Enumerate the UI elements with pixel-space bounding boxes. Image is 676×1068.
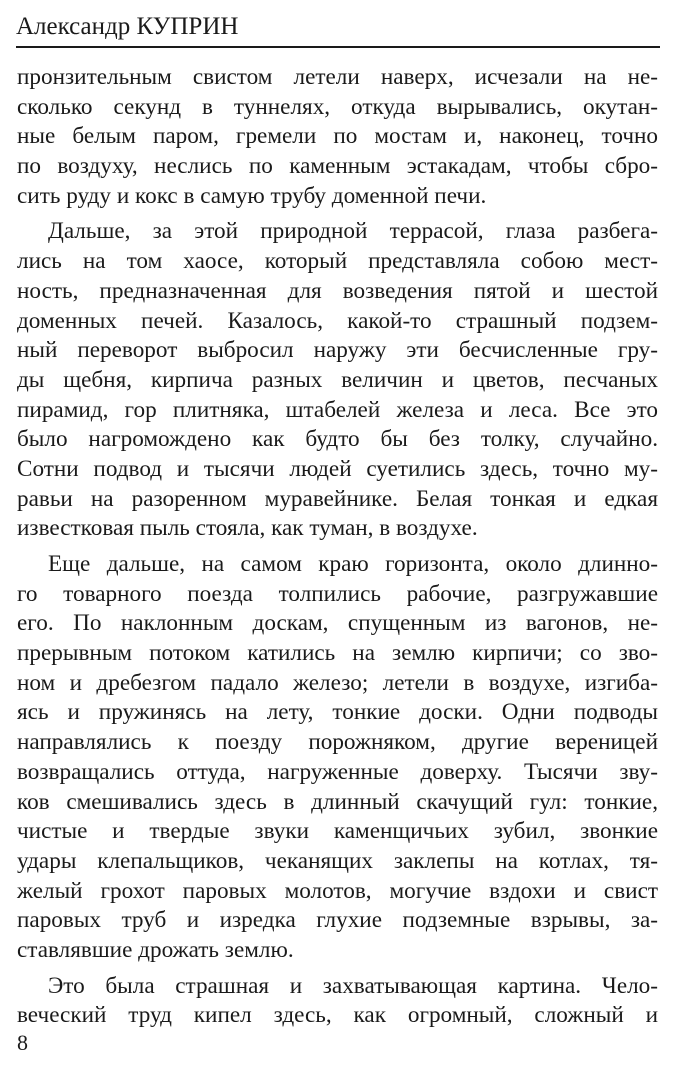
text-line: желый грохот паровых молотов, могучие вздохи и свист <box>17 877 658 904</box>
text-line: ясь и пружинясь на лету, тонкие доски. Одни подводы <box>17 699 658 726</box>
text-line: сить руду и кокс в самую трубу доменной печи. <box>17 182 487 209</box>
text-line: сколько секунд в туннелях, откуда вырывались, окутан- <box>17 93 658 120</box>
text-line: го товарного поезда толпились рабочие, разгружавшие <box>17 580 658 607</box>
text-line: лись на том хаосе, который представляла собою мест- <box>17 248 658 275</box>
text-line: пирамид, гор плитняка, штабелей железа и леса. Все это <box>17 396 658 423</box>
paragraph-1 <box>17 63 658 211</box>
text-line: чистые и твердые звуки каменщичьих зубил, звонкие <box>17 818 658 845</box>
text-line: ков смешивались здесь в длинный скачущий гул: тонкие, <box>17 788 658 815</box>
paragraph-3 <box>17 550 658 966</box>
text-line: прерывным потоком катились на землю кирпичи; со зво- <box>17 640 658 667</box>
text-line: доменных печей. Казалось, какой-то страшный подзем- <box>17 307 658 334</box>
text-line: ный переворот выбросил наружу эти бесчисленные гру- <box>17 337 658 364</box>
text-line: паровых труб и изредка глухие подземные взрывы, за- <box>17 907 658 934</box>
text-line: возвращались оттуда, нагруженные доверху. Тысячи зву- <box>17 758 658 785</box>
text-line: ставлявшие дрожать землю. <box>17 936 294 963</box>
text-line: равьи на разоренном муравейнике. Белая тонкая и едкая <box>17 485 658 512</box>
text-line: Еще дальше, на самом краю горизонта, около длинно- <box>48 551 658 577</box>
text-line: удары клепальщиков, чеканящих заклепы на котлах, тя- <box>17 847 658 874</box>
text-line: известковая пыль стояла, как туман, в воздухе. <box>17 515 478 542</box>
text-line: его. По наклонным доскам, спущенным из вагонов, не- <box>17 610 658 637</box>
text-line: веческий труд кипел здесь, как огромный, сложный и <box>17 1002 658 1029</box>
text-line: ные белым паром, гремели по мостам и, наконец, точно <box>17 123 658 150</box>
text-line: пронзительным свистом летели наверх, исчезали на не- <box>17 64 658 90</box>
body-text <box>17 63 658 1031</box>
page-number: 8 <box>17 1030 28 1055</box>
text-line: Это была страшная и захватывающая картина. Чело- <box>48 972 658 999</box>
paragraph-2 <box>17 217 658 544</box>
text-line: ном и дребезгом падало железо; летели в воздухе, изгиба- <box>17 669 658 696</box>
running-title: Александр КУПРИН <box>16 13 239 40</box>
text-line: по воздуху, неслись по каменным эстакадам, чтобы сбро- <box>17 153 658 180</box>
text-line: Дальше, за этой природной террасой, глаза разбега- <box>48 218 658 245</box>
text-line: ды щебня, кирпича разных величин и цветов, песчаных <box>17 366 658 393</box>
running-header <box>16 10 660 48</box>
text-line: направлялись к поезду порожняком, другие вереницей <box>17 729 658 756</box>
text-line: ность, предназначенная для возведения пятой и шестой <box>17 277 658 304</box>
text-line: было нагромождено как будто бы без толку, случайно. <box>17 426 658 453</box>
text-line: Сотни подвод и тысячи людей суетились здесь, точно му- <box>17 455 658 482</box>
paragraph-4 <box>17 972 658 1031</box>
